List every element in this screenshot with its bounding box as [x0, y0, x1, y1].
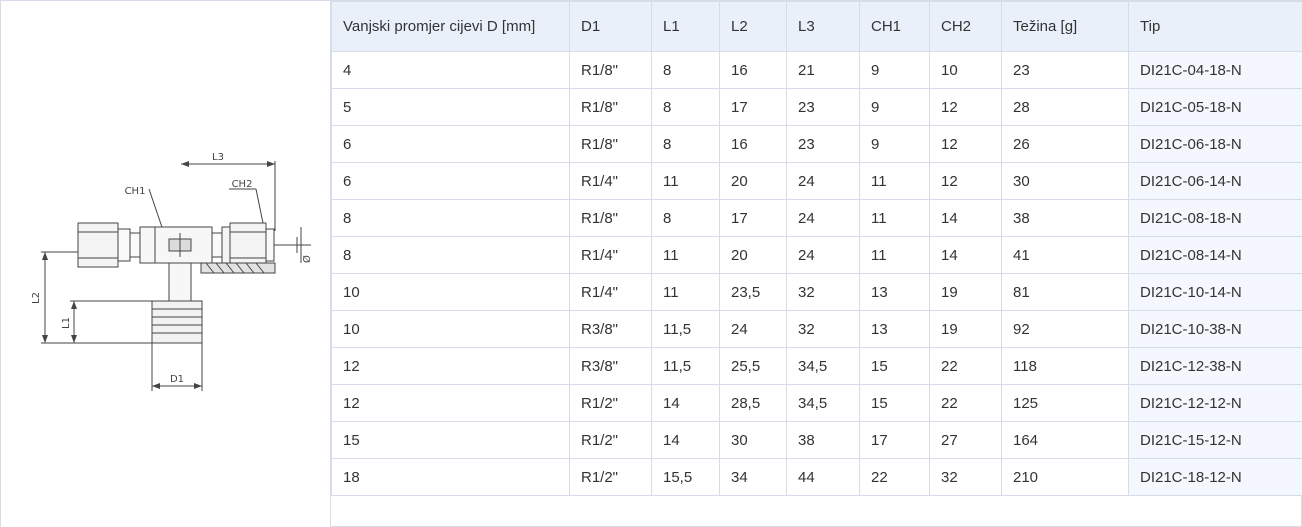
cell-d1: R1/8" [570, 126, 652, 163]
cell-l3: 44 [787, 459, 860, 496]
cell-ch2: 19 [930, 274, 1002, 311]
cell-outer-diameter: 12 [332, 385, 570, 422]
cell-l1: 11,5 [652, 311, 720, 348]
cell-outer-diameter: 10 [332, 274, 570, 311]
cell-weight: 28 [1002, 89, 1129, 126]
cell-l1: 15,5 [652, 459, 720, 496]
cell-weight: 38 [1002, 200, 1129, 237]
cell-ch2: 12 [930, 163, 1002, 200]
technical-drawing-cell [1, 1, 331, 527]
cell-type: DI21C-12-12-N [1129, 385, 1302, 422]
cell-l2: 23,5 [720, 274, 787, 311]
cell-ch2: 27 [930, 422, 1002, 459]
cell-l2: 20 [720, 237, 787, 274]
cell-ch2: 12 [930, 126, 1002, 163]
cell-d1: R1/4" [570, 274, 652, 311]
cell-l3: 23 [787, 126, 860, 163]
cell-outer-diameter: 8 [332, 200, 570, 237]
cell-ch2: 19 [930, 311, 1002, 348]
cell-l1: 8 [652, 89, 720, 126]
cell-ch2: 22 [930, 385, 1002, 422]
cell-weight: 81 [1002, 274, 1129, 311]
cell-l2: 16 [720, 52, 787, 89]
cell-ch1: 9 [860, 89, 930, 126]
cell-ch2: 22 [930, 348, 1002, 385]
cell-ch2: 14 [930, 237, 1002, 274]
table-row [332, 385, 1302, 422]
cell-outer-diameter: 6 [332, 126, 570, 163]
table-row [332, 200, 1302, 237]
table-row [332, 52, 1302, 89]
cell-type: DI21C-05-18-N [1129, 89, 1302, 126]
cell-d1: R1/4" [570, 163, 652, 200]
table-row [332, 163, 1302, 200]
cell-weight: 164 [1002, 422, 1129, 459]
cell-l3: 34,5 [787, 385, 860, 422]
cell-l2: 34 [720, 459, 787, 496]
d1-label: D1 [169, 374, 185, 385]
cell-ch1: 9 [860, 52, 930, 89]
cell-outer-diameter: 8 [332, 237, 570, 274]
cell-weight: 23 [1002, 52, 1129, 89]
cell-ch1: 15 [860, 348, 930, 385]
table-header-row [332, 2, 1302, 52]
cell-outer-diameter: 5 [332, 89, 570, 126]
cell-d1: R1/8" [570, 52, 652, 89]
header-outer-diameter: Vanjski promjer cijevi D [mm] [332, 2, 570, 52]
cell-outer-diameter: 15 [332, 422, 570, 459]
cell-ch2: 12 [930, 89, 1002, 126]
l1-label: L1 [61, 317, 72, 329]
cell-l3: 23 [787, 89, 860, 126]
table-body [332, 52, 1302, 496]
table-row [332, 348, 1302, 385]
cell-d1: R1/8" [570, 200, 652, 237]
cell-type: DI21C-18-12-N [1129, 459, 1302, 496]
d-label: Ø [302, 255, 313, 263]
cell-l3: 24 [787, 163, 860, 200]
cell-l1: 11 [652, 237, 720, 274]
cell-l1: 8 [652, 200, 720, 237]
cell-ch2: 14 [930, 200, 1002, 237]
cell-l2: 17 [720, 89, 787, 126]
cell-weight: 125 [1002, 385, 1129, 422]
cell-ch2: 10 [930, 52, 1002, 89]
cell-type: DI21C-15-12-N [1129, 422, 1302, 459]
cell-ch2: 32 [930, 459, 1002, 496]
table-row [332, 274, 1302, 311]
cell-ch1: 13 [860, 311, 930, 348]
cell-l2: 20 [720, 163, 787, 200]
cell-ch1: 17 [860, 422, 930, 459]
cell-type: DI21C-06-14-N [1129, 163, 1302, 200]
cell-type: DI21C-04-18-N [1129, 52, 1302, 89]
cell-l1: 11 [652, 163, 720, 200]
cell-type: DI21C-08-14-N [1129, 237, 1302, 274]
cell-weight: 92 [1002, 311, 1129, 348]
header-l2: L2 [720, 2, 787, 52]
cell-ch1: 13 [860, 274, 930, 311]
cell-outer-diameter: 4 [332, 52, 570, 89]
cell-outer-diameter: 18 [332, 459, 570, 496]
cell-l3: 24 [787, 200, 860, 237]
cell-type: DI21C-06-18-N [1129, 126, 1302, 163]
cell-l2: 28,5 [720, 385, 787, 422]
cell-l3: 32 [787, 311, 860, 348]
cell-weight: 118 [1002, 348, 1129, 385]
cell-type: DI21C-12-38-N [1129, 348, 1302, 385]
cell-l3: 24 [787, 237, 860, 274]
cell-d1: R1/2" [570, 459, 652, 496]
cell-outer-diameter: 10 [332, 311, 570, 348]
cell-l3: 21 [787, 52, 860, 89]
cell-weight: 26 [1002, 126, 1129, 163]
cell-ch1: 11 [860, 237, 930, 274]
ch1-label: CH1 [124, 186, 146, 197]
table-row [332, 459, 1302, 496]
cell-d1: R1/2" [570, 385, 652, 422]
ch2-label: CH2 [231, 179, 253, 190]
cell-ch1: 9 [860, 126, 930, 163]
header-type: Tip [1129, 2, 1302, 52]
cell-ch1: 11 [860, 200, 930, 237]
cell-type: DI21C-10-38-N [1129, 311, 1302, 348]
cell-l1: 14 [652, 422, 720, 459]
table-row [332, 311, 1302, 348]
cell-l1: 8 [652, 126, 720, 163]
cell-l2: 24 [720, 311, 787, 348]
cell-ch1: 11 [860, 163, 930, 200]
cell-l1: 11 [652, 274, 720, 311]
cell-l1: 8 [652, 52, 720, 89]
cell-weight: 30 [1002, 163, 1129, 200]
cell-weight: 210 [1002, 459, 1129, 496]
header-d1: D1 [570, 2, 652, 52]
header-ch2: CH2 [930, 2, 1002, 52]
cell-weight: 41 [1002, 237, 1129, 274]
cell-outer-diameter: 6 [332, 163, 570, 200]
cell-l3: 38 [787, 422, 860, 459]
spec-table [331, 1, 1302, 496]
cell-d1: R1/8" [570, 89, 652, 126]
cell-ch1: 15 [860, 385, 930, 422]
cell-ch1: 22 [860, 459, 930, 496]
cell-d1: R3/8" [570, 348, 652, 385]
header-l3: L3 [787, 2, 860, 52]
table-row [332, 89, 1302, 126]
table-row [332, 126, 1302, 163]
header-weight: Težina [g] [1002, 2, 1129, 52]
cell-d1: R1/4" [570, 237, 652, 274]
cell-l1: 11,5 [652, 348, 720, 385]
l3-label: L3 [212, 152, 224, 163]
header-l1: L1 [652, 2, 720, 52]
cell-type: DI21C-10-14-N [1129, 274, 1302, 311]
cell-l3: 32 [787, 274, 860, 311]
tee-fitting-drawing [1, 1, 331, 527]
cell-l2: 30 [720, 422, 787, 459]
cell-l2: 16 [720, 126, 787, 163]
cell-type: DI21C-08-18-N [1129, 200, 1302, 237]
cell-d1: R1/2" [570, 422, 652, 459]
header-ch1: CH1 [860, 2, 930, 52]
cell-l2: 17 [720, 200, 787, 237]
cell-d1: R3/8" [570, 311, 652, 348]
table-row [332, 237, 1302, 274]
cell-l2: 25,5 [720, 348, 787, 385]
cell-l3: 34,5 [787, 348, 860, 385]
table-row [332, 422, 1302, 459]
cell-l1: 14 [652, 385, 720, 422]
l2-label: L2 [31, 292, 42, 304]
cell-outer-diameter: 12 [332, 348, 570, 385]
